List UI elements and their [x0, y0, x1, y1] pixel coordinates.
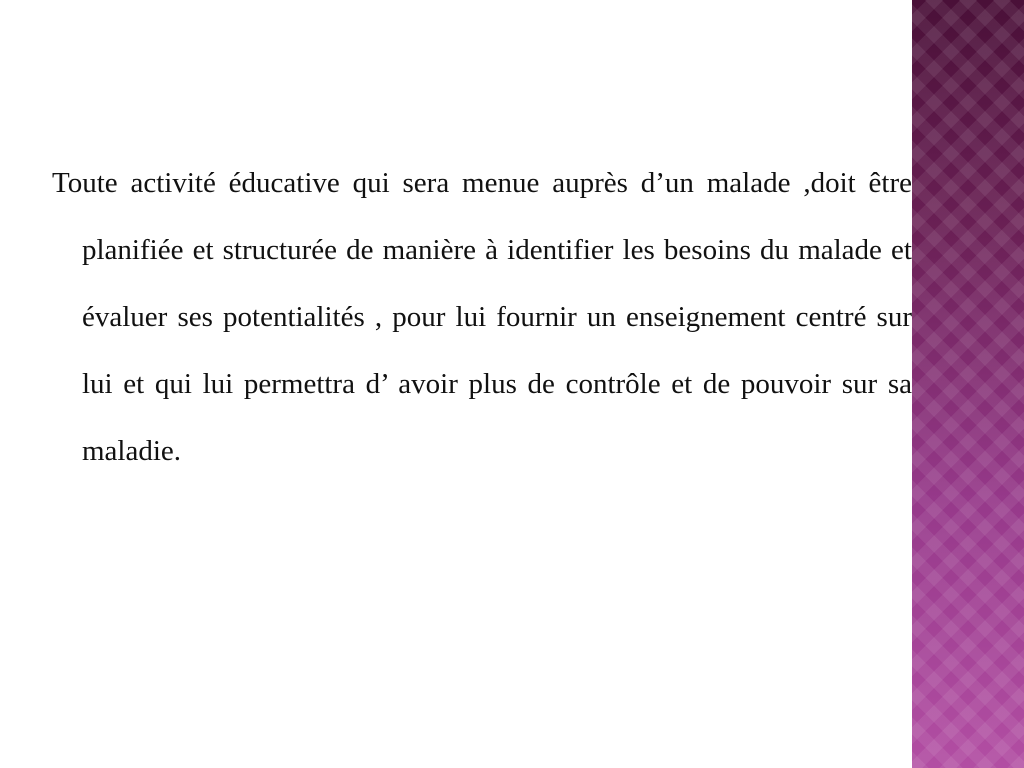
body-paragraph: Toute activité éducative qui sera menue auprès d’un malade ,doit être planifiée et structurée de manière à identifier les besoins du malade et évaluer ses potentialités , pour lui fournir un enseignement centré sur lui et qui lui permettra d’ avoir plus de contrôle et de pouvoir sur sa maladie.	[52, 167, 912, 467]
decorative-side-band	[912, 0, 1024, 768]
